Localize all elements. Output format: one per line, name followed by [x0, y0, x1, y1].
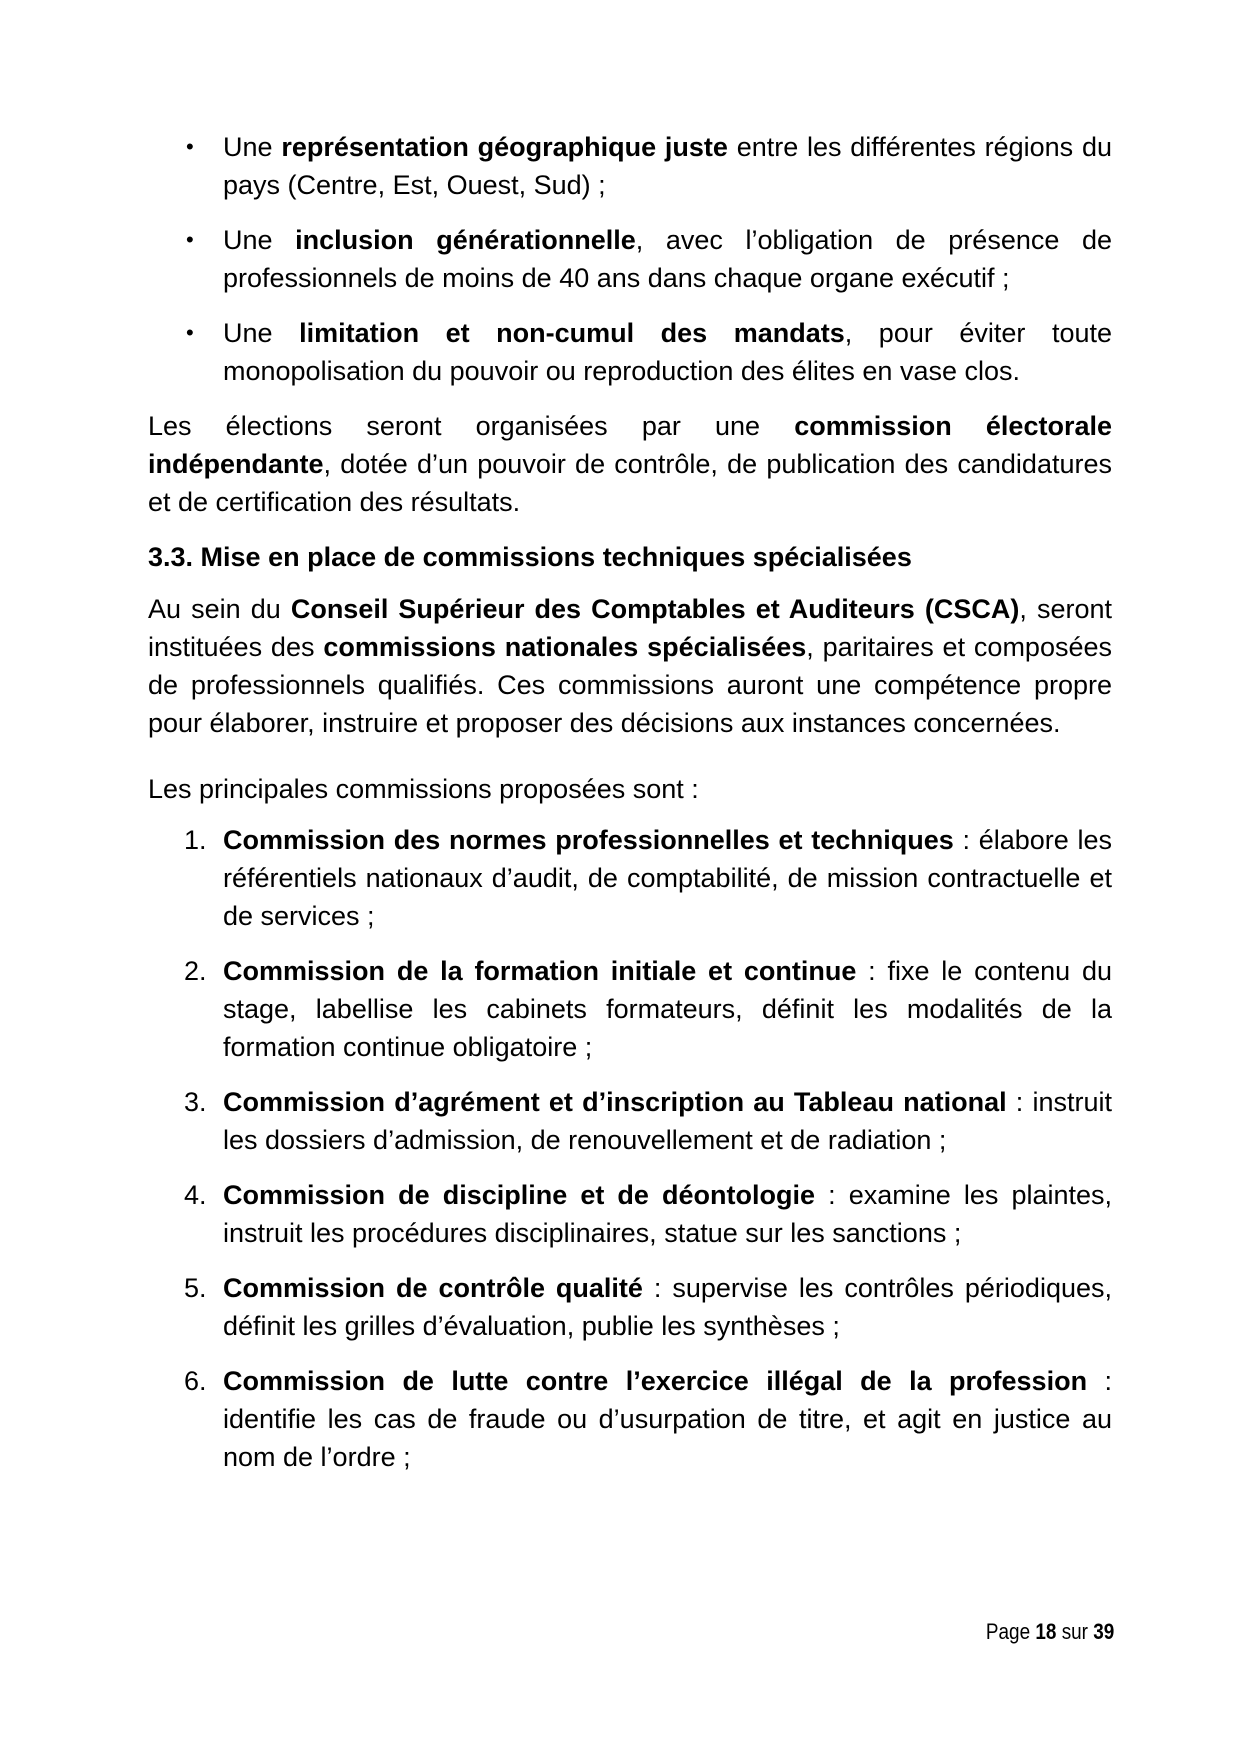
item-number: 1.	[184, 825, 207, 855]
elections-paragraph: Les élections seront organisées par une commission électorale indépendante, dotée d’un pouvoir de contrôle, de publication des candidatures et de certification des résultats.	[148, 411, 1112, 517]
item-number: 2.	[184, 956, 207, 986]
intro-paragraph: Au sein du Conseil Supérieur des Comptables et Auditeurs (CSCA), seront instituées des commissions nationales spécialisées, paritaires et composées de professionnels qualifiés. Ces commissions auront une compétence propre pour élaborer, instruire et proposer des décisions aux instances concernées.	[148, 594, 1113, 738]
list-intro: Les principales commissions proposées sont :	[148, 774, 699, 804]
section-heading: 3.3. Mise en place de commissions techniques spécialisées	[148, 542, 912, 572]
criteria-bullet-list	[148, 128, 1112, 390]
current-page-number: 18	[1035, 1619, 1057, 1644]
bullet-item-generational: • Une inclusion générationnelle, avec l’obligation de présence de professionnels de moins de 40 ans dans chaque organe exécutif ;	[148, 221, 1112, 297]
commission-item-discipline: 4. Commission de discipline et de déontologie : examine les plaintes, instruit les procédures disciplinaires, statue sur les sanctions ;	[148, 1176, 1112, 1252]
item-number: 6.	[184, 1366, 207, 1396]
bullet-icon: •	[186, 134, 194, 159]
page-word: Page	[985, 1619, 1030, 1644]
sur-word: sur	[1061, 1619, 1088, 1644]
page-footer	[986, 1618, 1114, 1646]
document-page	[148, 128, 1112, 1493]
total-pages-number: 39	[1092, 1619, 1114, 1644]
item-number: 4.	[184, 1180, 207, 1210]
commission-item-illegal-practice: 6. Commission de lutte contre l’exercice illégal de la profession : identifie les cas de fraude ou d’usurpation de titre, et agit en justice au nom de l’ordre ;	[148, 1362, 1112, 1476]
commission-item-norms: 1. Commission des normes professionnelles et techniques : élabore les référentiels nationaux d’audit, de comptabilité, de mission contractuelle et de services ;	[148, 821, 1112, 935]
commission-item-quality: 5. Commission de contrôle qualité : supervise les contrôles périodiques, définit les grilles d’évaluation, publie les synthèses ;	[148, 1269, 1112, 1345]
commission-item-accreditation: 3. Commission d’agrément et d’inscription au Tableau national : instruit les dossiers d’admission, de renouvellement et de radiation ;	[148, 1083, 1112, 1159]
bullet-icon: •	[186, 320, 194, 345]
bullet-item-mandates: • Une limitation et non-cumul des mandats, pour éviter toute monopolisation du pouvoir ou reproduction des élites en vase clos.	[148, 314, 1112, 390]
commissions-list	[148, 821, 1112, 1476]
commission-item-training: 2. Commission de la formation initiale et continue : fixe le contenu du stage, labellise les cabinets formateurs, définit les modalités de la formation continue obligatoire ;	[148, 952, 1112, 1066]
bullet-icon: •	[186, 227, 194, 252]
item-number: 3.	[184, 1087, 207, 1117]
bullet-item-geographic: • Une représentation géographique juste entre les différentes régions du pays (Centre, Est, Ouest, Sud) ;	[148, 128, 1112, 204]
item-number: 5.	[184, 1273, 207, 1303]
